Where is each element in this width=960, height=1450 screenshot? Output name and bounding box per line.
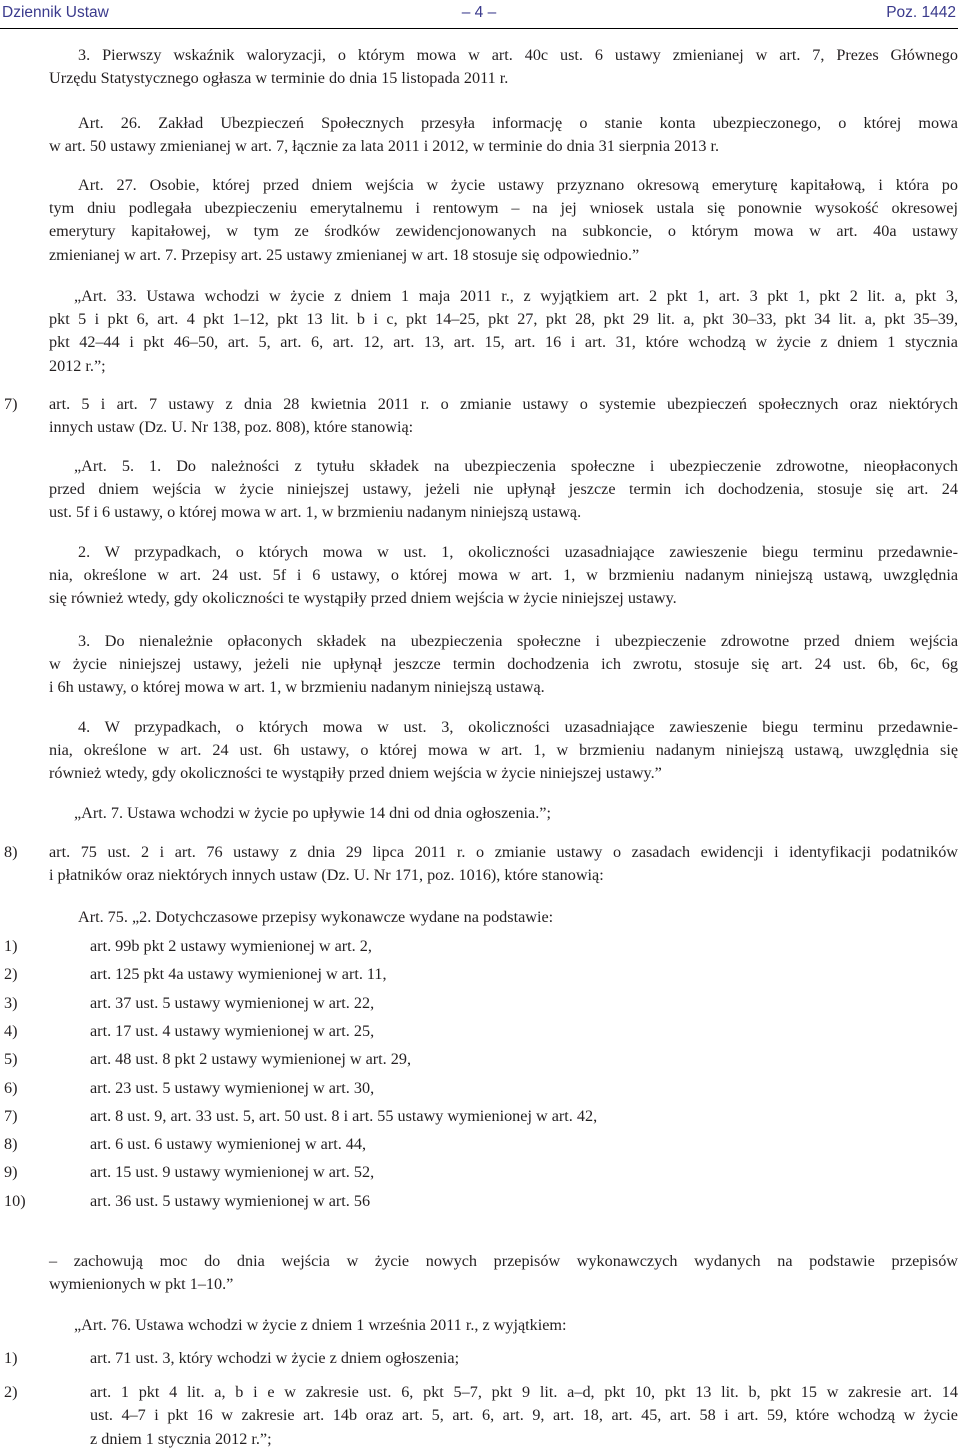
list-item-text: art. 71 ust. 3, który wchodzi w życie z dniem ogłoszenia; bbox=[90, 1349, 460, 1367]
paragraph-line: 2. W przypadkach, o których mowa w ust. 1, okoliczności uzasadniające zawieszenie biegu terminu przedawnie- bbox=[78, 543, 958, 561]
paragraph-line: art. 5 i art. 7 ustawy z dnia 28 kwietnia 2011 r. o zmianie ustawy o systemie ubezpieczeń społecznych oraz niektórych bbox=[49, 395, 958, 413]
paragraph-line: „Art. 7. Ustawa wchodzi w życie po upływie 14 dni od dnia ogłoszenia.”; bbox=[74, 804, 551, 822]
position-number: Poz. 1442 bbox=[886, 4, 956, 21]
list-item-number: 8) bbox=[4, 1135, 18, 1154]
list-item-number: 9) bbox=[4, 1163, 18, 1182]
paragraph-line: Art. 27. Osobie, której przed dniem wejścia w życie ustawy przyznano okresową emeryturę kapitałową, i która po bbox=[78, 176, 958, 194]
paragraph-line: tym dniu podlegała ubezpieczeniu emerytalnemu i rentowym – na jej wniosek ustala się ponownie wysokość okresowej bbox=[49, 199, 958, 218]
list-item-text: ust. 4–7 i pkt 16 w zakresie art. 14b oraz art. 5, art. 6, art. 9, art. 18, art. 45, art. 58 i art. 59, które wchodzą w życie bbox=[90, 1406, 958, 1425]
paragraph-line: w art. 50 ustawy zmienianej w art. 7, łącznie za lata 2011 i 2012, w terminie do dnia 31 sierpnia 2013 r. bbox=[49, 137, 720, 156]
paragraph-line: „Art. 33. Ustawa wchodzi w życie z dniem 1 maja 2011 r., z wyjątkiem art. 2 pkt 1, art. 3 pkt 1, pkt 2 lit. a, pkt 3, bbox=[74, 287, 958, 305]
paragraph-line: Art. 75. „2. Dotychczasowe przepisy wykonawcze wydane na podstawie: bbox=[78, 908, 554, 926]
journal-title: Dziennik Ustaw bbox=[2, 4, 109, 21]
list-item-number: 6) bbox=[4, 1078, 18, 1097]
paragraph-line: Urzędu Statystycznego ogłasza w terminie do dnia 15 listopada 2011 r. bbox=[49, 69, 509, 88]
list-item-text: art. 37 ust. 5 ustawy wymienionej w art. 22, bbox=[90, 993, 375, 1012]
paragraph-line: przed dniem wejścia w życie niniejszej ustawy, jeżeli nie upłynął jeszcze termin ich dochodzenia, stosuje się art. 24 bbox=[49, 480, 958, 499]
list-item-text: z dniem 1 stycznia 2012 r.”; bbox=[90, 1429, 272, 1448]
paragraph-line: w życie niniejszej ustawy, jeżeli nie upłynął jeszcze termin dochodzenia ich zwrotu, stosuje się art. 24 ust. 6b, 6c, 6g bbox=[49, 655, 958, 674]
paragraph-line: zmienianej w art. 7. Przepisy art. 25 ustawy zmienianej w art. 18 stosuje się odpowiednio.” bbox=[49, 245, 640, 264]
paragraph-line: emerytury kapitałowej, w tym ze środków zewidencjonowanych na subkoncie, o którym mowa w art. 40a ustawy bbox=[49, 222, 958, 241]
list-item-text: art. 8 ust. 9, art. 33 ust. 5, art. 50 ust. 8 i art. 55 ustawy wymienionej w art. 42, bbox=[90, 1106, 598, 1125]
page-number: – 4 – bbox=[461, 4, 497, 21]
list-item-text: art. 48 ust. 8 pkt 2 ustawy wymienionej w art. 29, bbox=[90, 1050, 412, 1069]
paragraph-line: innych ustaw (Dz. U. Nr 138, poz. 808), które stanowią: bbox=[49, 418, 414, 437]
list-item-number: 2) bbox=[4, 965, 18, 984]
item-number: 8) bbox=[4, 843, 18, 861]
list-item-number: 4) bbox=[4, 1021, 18, 1040]
paragraph-line: 3. Do nienależnie opłaconych składek na ubezpieczenia społeczne i ubezpieczenie zdrowotne przed dniem wejścia bbox=[78, 632, 958, 650]
list-item-text: art. 6 ust. 6 ustawy wymienionej w art. 44, bbox=[90, 1135, 367, 1154]
paragraph-line: nia, określone w art. 24 ust. 6h ustawy, o której mowa w art. 1, w brzmieniu nadanym niniejszą ustawą, uwzględnia się bbox=[49, 741, 958, 760]
list-item-number: 1) bbox=[4, 937, 18, 955]
list-item-number: 2) bbox=[4, 1383, 18, 1402]
page-header bbox=[0, 0, 958, 26]
list-item-number: 3) bbox=[4, 993, 18, 1012]
header-rule bbox=[0, 28, 958, 29]
paragraph-line: art. 75 ust. 2 i art. 76 ustawy z dnia 29 lipca 2011 r. o zmianie ustawy o zasadach ewidencji i identyfikacji podatników bbox=[49, 843, 958, 861]
paragraph-line: „Art. 5. 1. Do należności z tytułu składek na ubezpieczenia społeczne i ubezpieczenie zdrowotne, nieopłaconych bbox=[74, 457, 958, 475]
paragraph-line: pkt 5 i pkt 6, art. 4 pkt 1–12, pkt 13 lit. b i c, pkt 14–25, pkt 27, pkt 28, pkt 29 lit. a, pkt 30–33, pkt 34 lit. a, pkt 35–39, bbox=[49, 310, 958, 329]
list-item-text: art. 125 pkt 4a ustawy wymienionej w art. 11, bbox=[90, 965, 387, 984]
list-item-text: art. 23 ust. 5 ustawy wymienionej w art. 30, bbox=[90, 1078, 375, 1097]
paragraph-line: się również wtedy, gdy okoliczności te wystąpiły przed dniem wejścia w życie niniejszej ustawy. bbox=[49, 589, 677, 608]
paragraph-line: pkt 42–44 i pkt 46–50, art. 5, art. 6, art. 12, art. 13, art. 15, art. 16 i art. 31, które wchodzą w życie z dniem 1 stycznia bbox=[49, 333, 958, 352]
paragraph-line: 4. W przypadkach, o których mowa w ust. 3, okoliczności uzasadniające zawieszenie biegu terminu przedawnie- bbox=[78, 718, 958, 736]
paragraph-line: 3. Pierwszy wskaźnik waloryzacji, o którym mowa w art. 40c ust. 6 ustawy zmienianej w art. 7, Prezes Głównego bbox=[78, 46, 958, 64]
list-item-number: 1) bbox=[4, 1349, 18, 1367]
list-item-text: art. 17 ust. 4 ustawy wymienionej w art. 25, bbox=[90, 1021, 375, 1040]
art76-intro: „Art. 76. Ustawa wchodzi w życie z dniem 1 września 2011 r., z wyjątkiem: bbox=[74, 1316, 567, 1334]
list-item-number: 10) bbox=[4, 1191, 26, 1210]
list-item-text: art. 15 ust. 9 ustawy wymienionej w art. 52, bbox=[90, 1163, 375, 1182]
paragraph-line: Art. 26. Zakład Ubezpieczeń Społecznych przesyła informację o stanie konta ubezpieczonego, o której mowa bbox=[78, 114, 958, 132]
paragraph-line: również wtedy, gdy okoliczności te wystąpiły przed dniem wejścia w życie niniejszej ustawy.” bbox=[49, 764, 662, 783]
closing-line: wymienionych w pkt 1–10.” bbox=[49, 1275, 234, 1294]
paragraph-line: 2012 r.”; bbox=[49, 356, 106, 375]
closing-line: – zachowują moc do dnia wejścia w życie nowych przepisów wykonawczych wydanych na podstawie przepisów bbox=[49, 1252, 958, 1270]
list-item-number: 5) bbox=[4, 1050, 18, 1069]
paragraph-line: i 6h ustawy, o której mowa w art. 1, w brzmieniu nadanym niniejszą ustawą. bbox=[49, 678, 545, 697]
list-item-text: art. 36 ust. 5 ustawy wymienionej w art. 56 bbox=[90, 1191, 371, 1210]
paragraph-line: nia, określone w art. 24 ust. 5f i 6 ustawy, o której mowa w art. 1, w brzmieniu nadanym niniejszą ustawą, uwzględnia bbox=[49, 566, 958, 585]
list-item-text: art. 99b pkt 2 ustawy wymienionej w art. 2, bbox=[90, 937, 372, 955]
paragraph-line: i płatników oraz niektórych innych ustaw (Dz. U. Nr 171, poz. 1016), które stanowią: bbox=[49, 866, 604, 885]
paragraph-line: ust. 5f i 6 ustawy, o której mowa w art. 1, w brzmieniu nadanym niniejszą ustawą. bbox=[49, 503, 582, 522]
list-item-number: 7) bbox=[4, 1106, 18, 1125]
list-item-text: art. 1 pkt 4 lit. a, b i e w zakresie ust. 6, pkt 5–7, pkt 9 lit. a–d, pkt 10, pkt 13 lit. b, pkt 15 w zakresie art. 14 bbox=[90, 1383, 958, 1402]
item-number: 7) bbox=[4, 395, 18, 413]
